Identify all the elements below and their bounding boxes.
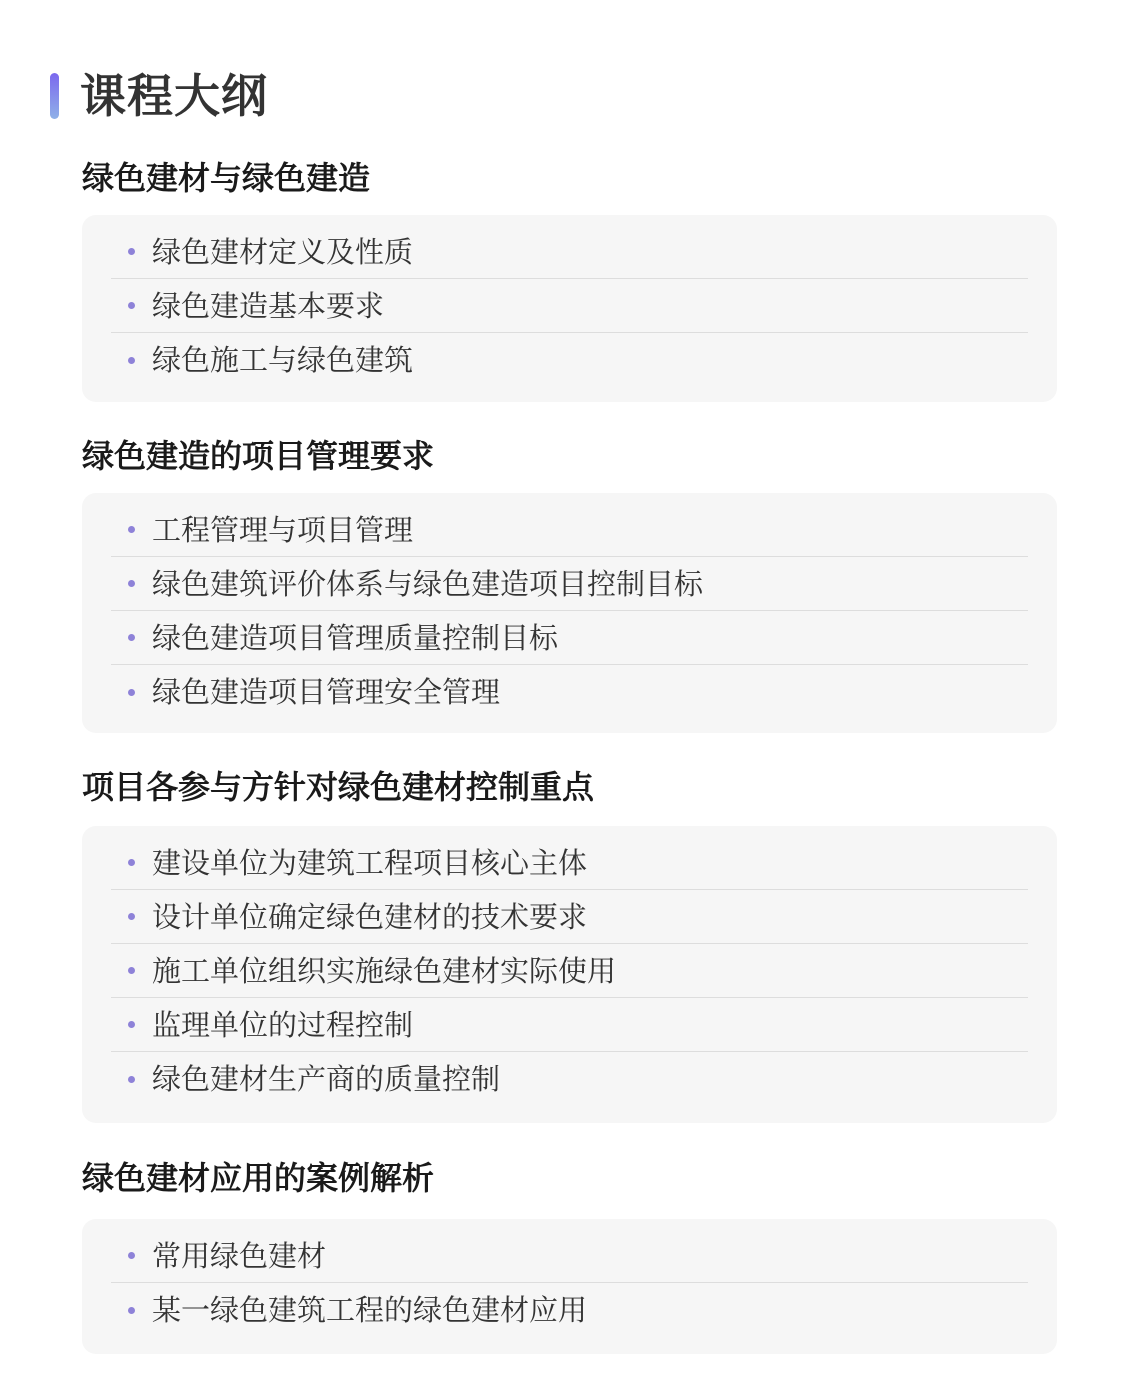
section-title: 项目各参与方针对绿色建材控制重点 [82,768,595,806]
list-item-label: 建设单位为建筑工程项目核心主体 [152,845,588,880]
section-card [82,493,1057,733]
list-item-label: 绿色施工与绿色建筑 [152,343,414,377]
dot-bullet-icon [128,248,135,255]
list-item-label: 绿色建材定义及性质 [152,234,414,269]
list-item-label: 绿色建造项目管理质量控制目标 [152,620,559,655]
dot-bullet-icon [128,1076,135,1083]
dot-bullet-icon [128,913,135,920]
list-item-label: 监理单位的过程控制 [152,1007,414,1042]
list-item [111,225,1028,279]
list-item-label: 某一绿色建筑工程的绿色建材应用 [152,1293,588,1327]
list-item [111,1052,1028,1106]
dot-bullet-icon [128,859,135,866]
dot-bullet-icon [128,302,135,309]
list-item [111,333,1028,387]
list-item-label: 设计单位确定绿色建材的技术要求 [152,899,588,934]
list-item [111,1229,1028,1283]
section-title: 绿色建材与绿色建造 [82,159,371,197]
list-item-label: 绿色建造基本要求 [152,288,385,323]
title-accent-bar [50,73,59,119]
dot-bullet-icon [128,1021,135,1028]
page-header [50,66,268,126]
section-card [82,1219,1057,1354]
section-title: 绿色建造的项目管理要求 [82,437,435,475]
dot-bullet-icon [128,1307,135,1314]
list-item [111,944,1028,998]
list-item [111,665,1028,719]
list-item-label: 常用绿色建材 [152,1238,327,1273]
dot-bullet-icon [128,526,135,533]
list-item-label: 施工单位组织实施绿色建材实际使用 [152,953,617,988]
list-item [111,890,1028,944]
list-item-label: 工程管理与项目管理 [152,512,414,547]
list-item-label: 绿色建材生产商的质量控制 [152,1062,501,1096]
list-item [111,611,1028,665]
dot-bullet-icon [128,689,135,696]
dot-bullet-icon [128,634,135,641]
page-title: 课程大纲 [80,69,268,123]
list-item [111,557,1028,611]
dot-bullet-icon [128,967,135,974]
list-item-label: 绿色建造项目管理安全管理 [152,675,501,709]
list-item [111,279,1028,333]
dot-bullet-icon [128,1252,135,1259]
list-item-label: 绿色建筑评价体系与绿色建造项目控制目标 [152,566,704,601]
section-card [82,215,1057,402]
list-item [111,503,1028,557]
list-item [111,998,1028,1052]
list-item [111,1283,1028,1337]
section-card [82,826,1057,1123]
dot-bullet-icon [128,580,135,587]
section-title: 绿色建材应用的案例解析 [82,1159,435,1197]
dot-bullet-icon [128,357,135,364]
list-item [111,836,1028,890]
